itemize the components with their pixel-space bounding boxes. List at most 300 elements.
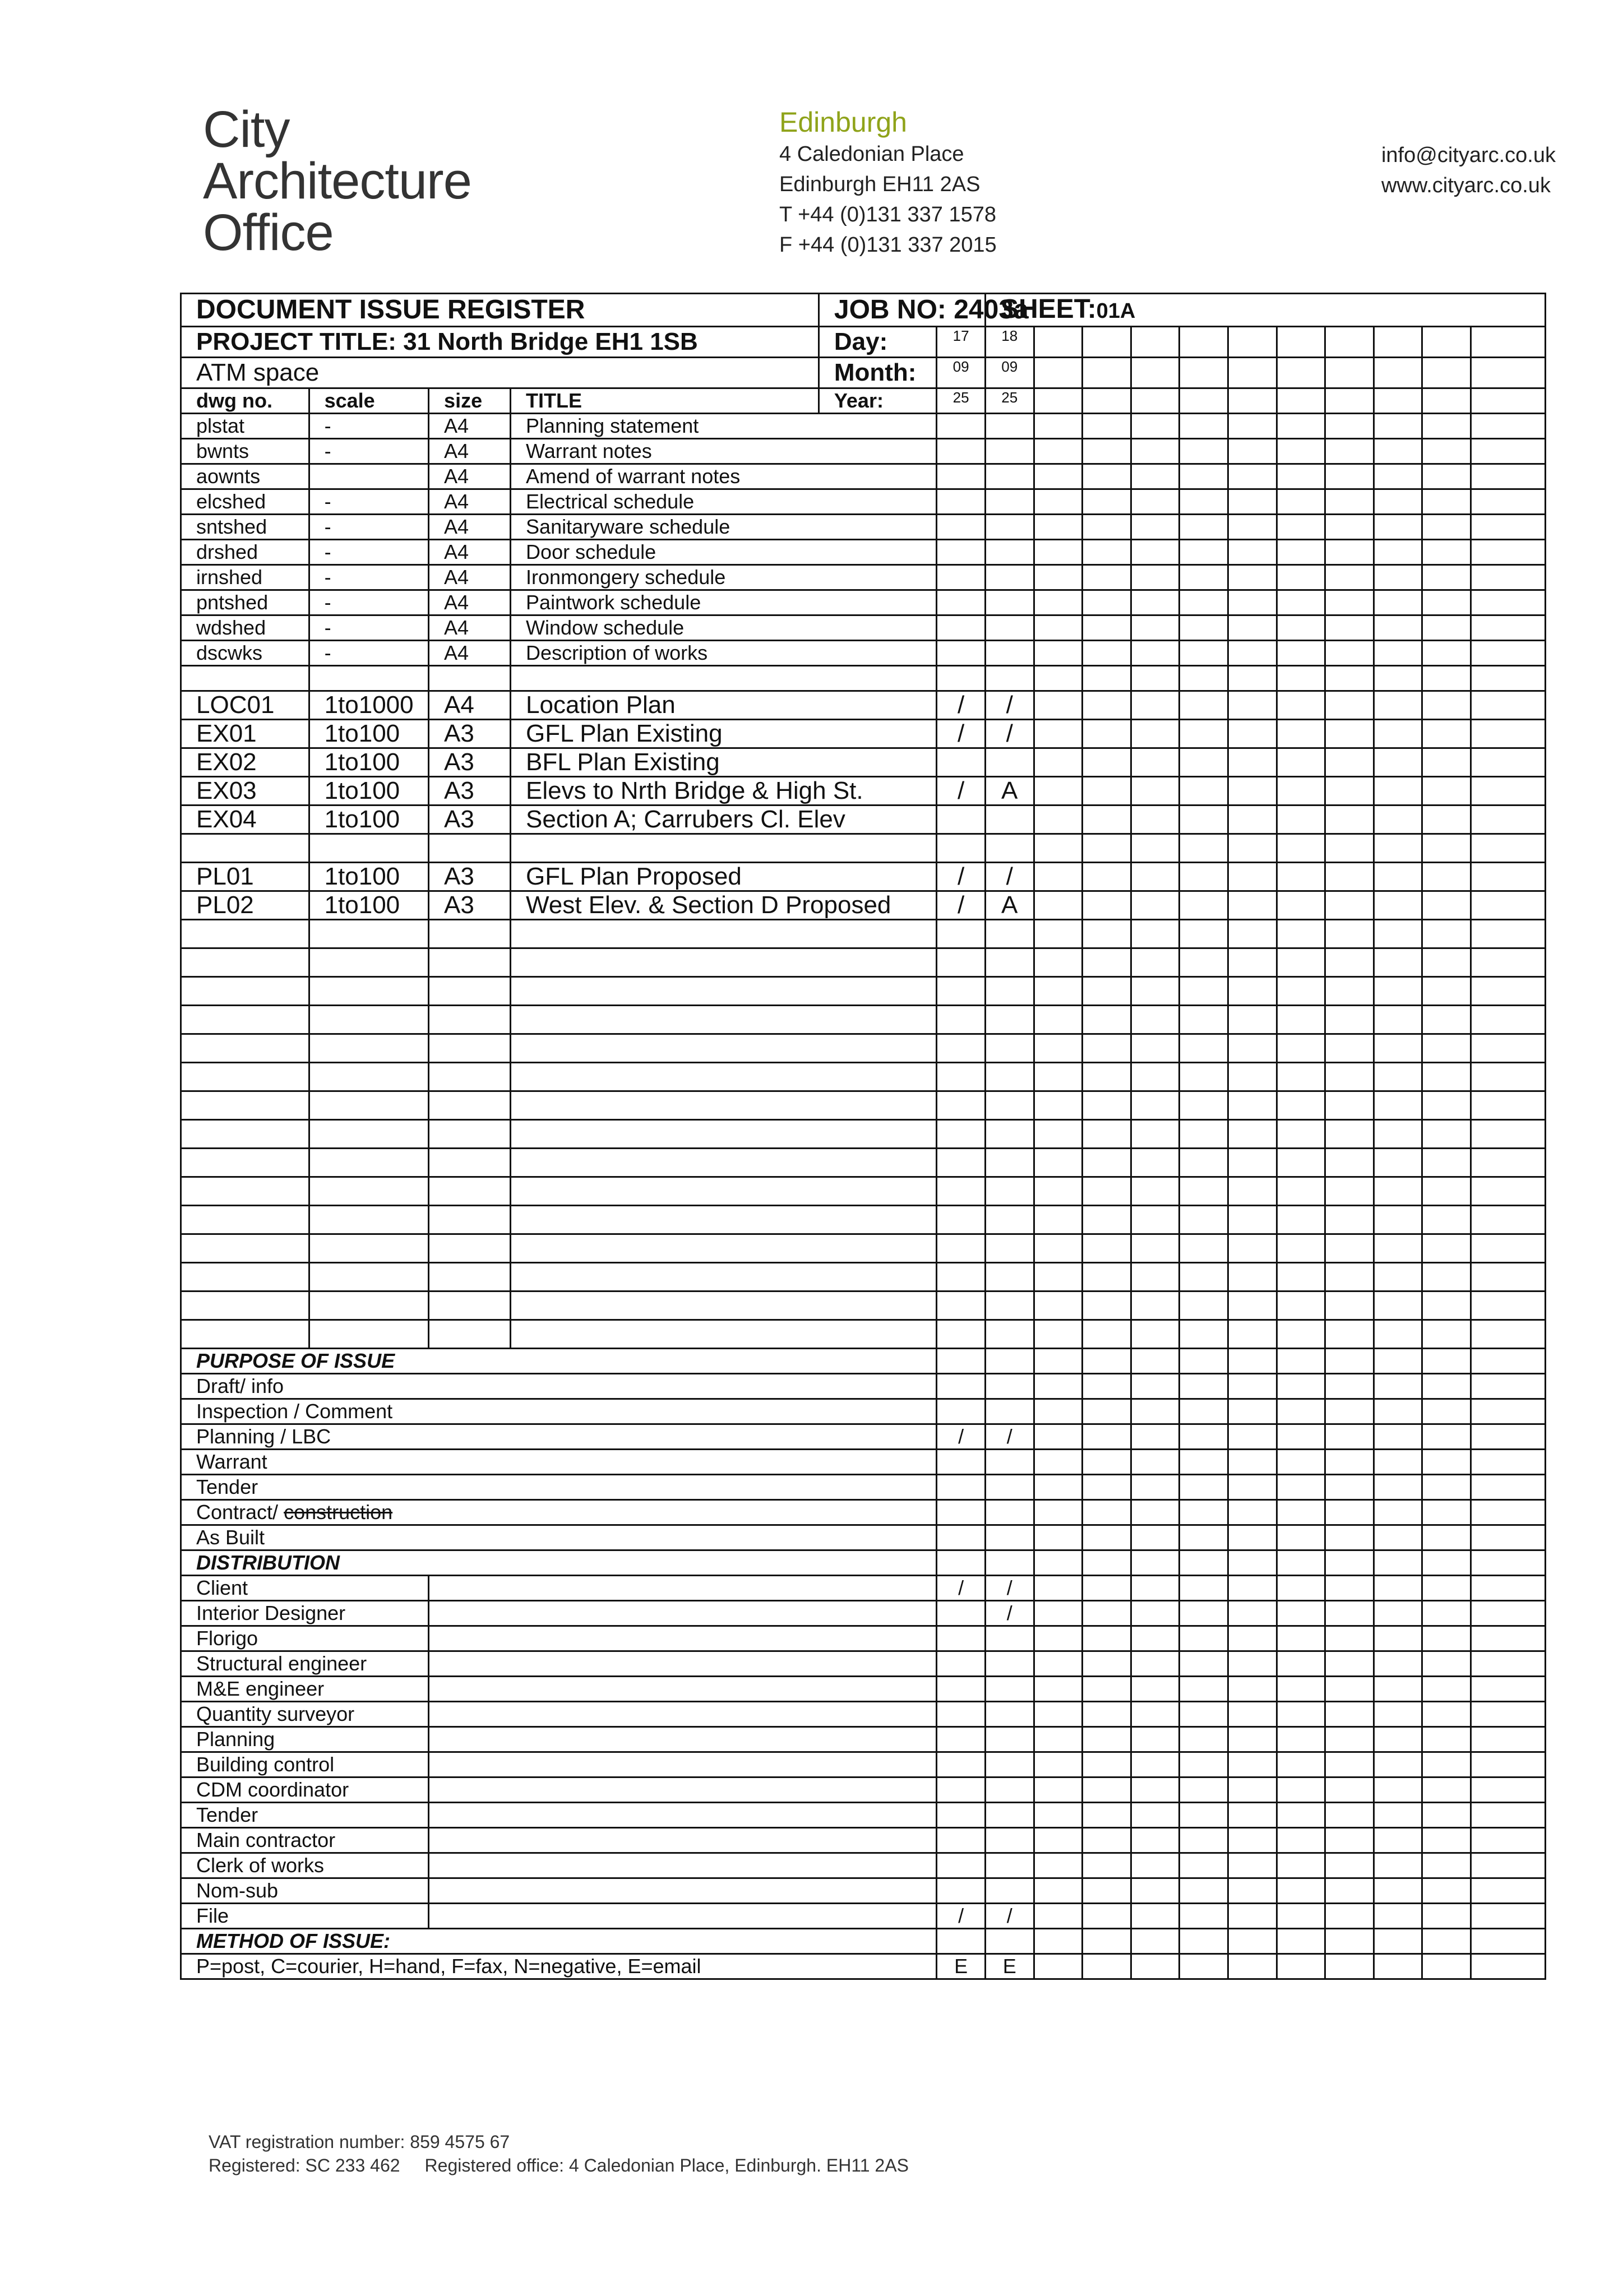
issue-cell xyxy=(1374,891,1422,920)
issue-cell xyxy=(1034,1475,1083,1500)
drawing-scale xyxy=(309,1034,428,1063)
issue-cell xyxy=(1325,1828,1374,1853)
issue-cell xyxy=(1083,666,1131,691)
issue-cell xyxy=(1034,1929,1083,1954)
issue-cell: / xyxy=(937,777,986,806)
issue-cell xyxy=(1422,1803,1471,1828)
issue-cell xyxy=(1083,1803,1131,1828)
issue-cell xyxy=(1131,1234,1180,1263)
issue-cell xyxy=(1374,1120,1422,1149)
issue-cell xyxy=(937,1006,986,1034)
issue-cell xyxy=(1277,590,1325,615)
recipient-detail xyxy=(429,1727,937,1752)
issue-cell xyxy=(1422,1091,1471,1120)
issue-cell xyxy=(1374,920,1422,948)
issue-cell xyxy=(1228,1424,1277,1450)
issue-cell xyxy=(1277,464,1325,489)
issue-cell: / xyxy=(937,1424,986,1450)
issue-cell xyxy=(1471,1034,1545,1063)
issue-cell xyxy=(1034,540,1083,565)
issue-cell xyxy=(985,1149,1034,1177)
issue-cell xyxy=(1374,691,1422,720)
issue-cell xyxy=(1325,891,1374,920)
issue-cell: / xyxy=(937,891,986,920)
issue-cell xyxy=(1180,1727,1228,1752)
purpose-struck-text: construction xyxy=(284,1501,393,1524)
recipient-label: Client xyxy=(181,1576,429,1601)
issue-cell xyxy=(1277,666,1325,691)
issue-cell xyxy=(1083,1878,1131,1904)
issue-cell xyxy=(1083,1149,1131,1177)
issue-cell xyxy=(1471,1475,1545,1500)
issue-cell xyxy=(985,1929,1034,1954)
drawing-scale xyxy=(309,920,428,948)
table-row xyxy=(181,1263,1546,1292)
issue-cell xyxy=(1471,414,1545,439)
drawing-size: A4 xyxy=(429,615,511,641)
issue-cell xyxy=(1374,1550,1422,1576)
drawing-size xyxy=(429,977,511,1006)
drawing-title xyxy=(511,1091,937,1120)
company-logo xyxy=(203,101,471,261)
drawing-number: bwnts xyxy=(181,439,309,464)
issue-cell xyxy=(1374,1006,1422,1034)
issue-cell xyxy=(937,1525,986,1550)
issue-cell xyxy=(1471,1091,1545,1120)
issue-cell xyxy=(1131,1626,1180,1651)
footer xyxy=(209,2130,909,2177)
issue-cell xyxy=(1422,977,1471,1006)
purpose-text: Warrant xyxy=(196,1450,267,1473)
issue-cell xyxy=(1471,920,1545,948)
issue-cell xyxy=(1325,691,1374,720)
issue-cell xyxy=(1228,1651,1277,1677)
issue-cell xyxy=(1180,1777,1228,1803)
issue-cell xyxy=(1325,1149,1374,1177)
issue-cell xyxy=(985,464,1034,489)
column-header-size: size xyxy=(429,388,511,414)
issue-cell xyxy=(985,1702,1034,1727)
issue-cell xyxy=(1083,1929,1131,1954)
issue-cell: A xyxy=(985,891,1034,920)
issue-cell xyxy=(1374,540,1422,565)
issue-cell: / xyxy=(937,720,986,748)
issue-cell xyxy=(1228,720,1277,748)
issue-cell xyxy=(1131,327,1180,358)
issue-cell xyxy=(1131,1550,1180,1576)
issue-cell xyxy=(1131,777,1180,806)
drawing-scale: 1to100 xyxy=(309,863,428,891)
issue-cell xyxy=(1180,748,1228,777)
issue-cell xyxy=(1422,1954,1471,1979)
issue-cell xyxy=(1471,540,1545,565)
issue-cell xyxy=(1422,1063,1471,1091)
issue-cell xyxy=(1180,1399,1228,1424)
issue-cell xyxy=(1325,1904,1374,1929)
drawing-scale xyxy=(309,1234,428,1263)
issue-cell: / xyxy=(985,1576,1034,1601)
issue-cell xyxy=(1228,1828,1277,1853)
issue-cell xyxy=(1180,1149,1228,1177)
issue-cell: / xyxy=(937,863,986,891)
issue-cell xyxy=(1180,1374,1228,1399)
issue-cell xyxy=(1228,1677,1277,1702)
issue-cell xyxy=(1374,1149,1422,1177)
issue-cell xyxy=(1083,1550,1131,1576)
purpose-row xyxy=(181,1424,1546,1450)
issue-cell xyxy=(1034,327,1083,358)
drawing-number: pntshed xyxy=(181,590,309,615)
issue-cell xyxy=(1422,1752,1471,1777)
issue-cell xyxy=(1083,358,1131,388)
issue-cell xyxy=(1325,641,1374,666)
issue-cell xyxy=(1131,1149,1180,1177)
issue-cell xyxy=(1083,1234,1131,1263)
issue-cell xyxy=(985,834,1034,863)
issue-cell xyxy=(1228,1777,1277,1803)
email-link[interactable]: info@cityarc.co.uk xyxy=(1381,144,1556,167)
issue-cell xyxy=(1277,1576,1325,1601)
drawing-size: A3 xyxy=(429,806,511,834)
issue-cell xyxy=(1374,464,1422,489)
issue-cell xyxy=(1277,1320,1325,1349)
issue-cell xyxy=(1131,1320,1180,1349)
issue-cell xyxy=(1325,666,1374,691)
table-row xyxy=(181,565,1546,590)
issue-cell: 17 xyxy=(937,327,986,358)
table-row xyxy=(181,1063,1546,1091)
issue-cell xyxy=(1228,1292,1277,1320)
issue-cell xyxy=(1180,1263,1228,1292)
issue-cell xyxy=(1374,1034,1422,1063)
issue-cell xyxy=(1180,1320,1228,1349)
issue-cell xyxy=(1131,1904,1180,1929)
phone-line: T +44 (0)131 337 1578 xyxy=(779,203,996,226)
drawing-title: Warrant notes xyxy=(511,439,937,464)
issue-cell xyxy=(937,1677,986,1702)
vat-number: VAT registration number: 859 4575 67 xyxy=(209,2132,510,2152)
table-row xyxy=(181,948,1546,977)
issue-cell xyxy=(1277,720,1325,748)
drawing-number xyxy=(181,1206,309,1234)
issue-cell xyxy=(1034,1677,1083,1702)
issue-cell xyxy=(1277,1374,1325,1399)
drawing-title: Window schedule xyxy=(511,615,937,641)
issue-cell xyxy=(1131,1206,1180,1234)
issue-cell xyxy=(1374,1777,1422,1803)
issue-cell xyxy=(1180,1601,1228,1626)
issue-cell xyxy=(1083,439,1131,464)
issue-cell xyxy=(1228,1929,1277,1954)
drawing-number: PL01 xyxy=(181,863,309,891)
issue-cell xyxy=(1131,439,1180,464)
issue-cell xyxy=(1083,1525,1131,1550)
issue-cell xyxy=(1180,641,1228,666)
drawing-scale xyxy=(309,834,428,863)
issue-cell xyxy=(1471,1702,1545,1727)
issue-cell xyxy=(1471,1601,1545,1626)
issue-cell xyxy=(1131,464,1180,489)
issue-cell xyxy=(985,1475,1034,1500)
issue-cell xyxy=(985,1374,1034,1399)
issue-cell xyxy=(1131,891,1180,920)
issue-cell xyxy=(1325,1576,1374,1601)
drawing-scale: - xyxy=(309,565,428,590)
issue-cell: 09 xyxy=(937,358,986,388)
issue-cell xyxy=(1374,806,1422,834)
issue-cell xyxy=(1034,1777,1083,1803)
issue-cell xyxy=(1034,515,1083,540)
issue-cell xyxy=(1180,1853,1228,1878)
issue-cell xyxy=(1374,1677,1422,1702)
issue-cell xyxy=(1083,1777,1131,1803)
issue-cell xyxy=(1034,1904,1083,1929)
issue-cell xyxy=(1083,1034,1131,1063)
issue-cell xyxy=(1228,1576,1277,1601)
issue-cell xyxy=(1422,615,1471,641)
issue-cell xyxy=(1277,748,1325,777)
issue-cell xyxy=(937,1292,986,1320)
issue-cell xyxy=(1325,777,1374,806)
issue-cell xyxy=(1422,1702,1471,1727)
issue-cell xyxy=(985,439,1034,464)
issue-cell xyxy=(1131,1063,1180,1091)
issue-cell xyxy=(1277,1424,1325,1450)
issue-cell xyxy=(1422,641,1471,666)
issue-cell xyxy=(1471,1320,1545,1349)
issue-cell xyxy=(1180,1677,1228,1702)
issue-cell xyxy=(985,920,1034,948)
issue-cell xyxy=(1034,1853,1083,1878)
table-row xyxy=(181,1292,1546,1320)
issue-cell xyxy=(1422,1450,1471,1475)
issue-cell xyxy=(1034,720,1083,748)
issue-cell xyxy=(1374,1263,1422,1292)
drawing-title: GFL Plan Proposed xyxy=(511,863,937,891)
issue-cell xyxy=(1325,1929,1374,1954)
drawing-number xyxy=(181,666,309,691)
purpose-row xyxy=(181,1500,1546,1525)
drawing-scale xyxy=(309,464,428,489)
issue-cell xyxy=(1422,565,1471,590)
issue-cell xyxy=(1471,1349,1545,1374)
issue-cell xyxy=(1228,1063,1277,1091)
issue-cell xyxy=(985,1651,1034,1677)
issue-cell xyxy=(985,1006,1034,1034)
issue-cell xyxy=(1180,358,1228,388)
issue-cell xyxy=(1034,1374,1083,1399)
drawing-number xyxy=(181,948,309,977)
drawing-size: A4 xyxy=(429,565,511,590)
issue-cell xyxy=(985,1450,1034,1475)
table-row xyxy=(181,489,1546,515)
issue-cell xyxy=(1471,1424,1545,1450)
table-row xyxy=(181,1091,1546,1120)
issue-cell xyxy=(1180,920,1228,948)
issue-cell xyxy=(1180,891,1228,920)
drawing-size xyxy=(429,1149,511,1177)
issue-cell xyxy=(1228,1525,1277,1550)
drawing-size: A3 xyxy=(429,748,511,777)
issue-cell xyxy=(1083,1091,1131,1120)
issue-cell xyxy=(1277,1904,1325,1929)
issue-cell xyxy=(1471,1828,1545,1853)
issue-cell xyxy=(937,1450,986,1475)
issue-cell xyxy=(1131,515,1180,540)
issue-cell xyxy=(1471,1234,1545,1263)
purpose-label xyxy=(181,1525,937,1550)
issue-cell xyxy=(1374,834,1422,863)
issue-cell xyxy=(1277,1120,1325,1149)
issue-cell xyxy=(1034,439,1083,464)
method-heading: METHOD OF ISSUE: xyxy=(181,1929,937,1954)
drawing-number xyxy=(181,834,309,863)
issue-cell xyxy=(985,1091,1034,1120)
issue-cell xyxy=(1471,1374,1545,1399)
issue-cell xyxy=(1374,720,1422,748)
issue-cell xyxy=(1422,1727,1471,1752)
drawing-number: sntshed xyxy=(181,515,309,540)
recipient-detail xyxy=(429,1828,937,1853)
issue-cell xyxy=(1374,358,1422,388)
issue-cell xyxy=(1131,1292,1180,1320)
issue-cell xyxy=(1131,1424,1180,1450)
purpose-label xyxy=(181,1475,937,1500)
issue-cell xyxy=(1471,641,1545,666)
drawing-size xyxy=(429,1320,511,1349)
issue-cell xyxy=(937,1550,986,1576)
issue-cell xyxy=(1325,1626,1374,1651)
issue-cell xyxy=(1083,1752,1131,1777)
table-row xyxy=(181,439,1546,464)
issue-cell xyxy=(1374,1752,1422,1777)
issue-cell xyxy=(1325,1349,1374,1374)
issue-cell xyxy=(1471,1550,1545,1576)
drawing-scale: - xyxy=(309,489,428,515)
issue-cell xyxy=(1325,720,1374,748)
issue-cell xyxy=(985,565,1034,590)
address-line: Edinburgh EH11 2AS xyxy=(779,173,981,196)
table-row xyxy=(181,590,1546,615)
issue-cell xyxy=(1277,1500,1325,1525)
issue-cell xyxy=(985,1320,1034,1349)
issue-cell xyxy=(1374,1954,1422,1979)
website-link[interactable]: www.cityarc.co.uk xyxy=(1381,174,1551,197)
issue-cell xyxy=(1422,1149,1471,1177)
issue-cell xyxy=(1422,1399,1471,1424)
issue-cell xyxy=(1180,1525,1228,1550)
issue-cell xyxy=(937,1853,986,1878)
issue-cell xyxy=(1325,565,1374,590)
issue-cell xyxy=(985,1550,1034,1576)
issue-cell xyxy=(1325,1500,1374,1525)
issue-cell xyxy=(1131,641,1180,666)
issue-cell xyxy=(1180,1063,1228,1091)
drawing-title xyxy=(511,1292,937,1320)
issue-cell xyxy=(1131,615,1180,641)
drawing-size: A3 xyxy=(429,863,511,891)
issue-cell xyxy=(1374,1424,1422,1450)
issue-cell xyxy=(985,1727,1034,1752)
drawing-number xyxy=(181,1320,309,1349)
issue-cell xyxy=(1422,439,1471,464)
issue-cell xyxy=(1277,414,1325,439)
drawing-size xyxy=(429,1263,511,1292)
issue-cell xyxy=(1083,948,1131,977)
issue-cell xyxy=(985,1177,1034,1206)
issue-cell xyxy=(1228,1206,1277,1234)
issue-cell xyxy=(1083,891,1131,920)
issue-cell xyxy=(1228,1091,1277,1120)
recipient-detail xyxy=(429,1626,937,1651)
issue-cell xyxy=(985,1120,1034,1149)
issue-cell xyxy=(1374,615,1422,641)
issue-cell xyxy=(1325,1120,1374,1149)
issue-cell xyxy=(1131,1450,1180,1475)
issue-cell xyxy=(1034,666,1083,691)
issue-cell xyxy=(1471,748,1545,777)
issue-cell xyxy=(1471,388,1545,414)
recipient-detail xyxy=(429,1853,937,1878)
issue-cell xyxy=(985,615,1034,641)
issue-cell xyxy=(1471,1063,1545,1091)
table-row xyxy=(181,691,1546,720)
issue-cell xyxy=(1374,1399,1422,1424)
table-row xyxy=(181,777,1546,806)
issue-cell xyxy=(1325,1651,1374,1677)
issue-cell xyxy=(1277,1399,1325,1424)
issue-cell xyxy=(937,515,986,540)
issue-cell xyxy=(1422,720,1471,748)
purpose-text: Draft/ info xyxy=(196,1374,284,1397)
issue-cell xyxy=(1374,1525,1422,1550)
issue-cell xyxy=(1180,720,1228,748)
issue-cell xyxy=(1083,489,1131,515)
distribution-row xyxy=(181,1828,1546,1853)
issue-cell xyxy=(1228,891,1277,920)
issue-cell xyxy=(1034,1349,1083,1374)
issue-cell xyxy=(1374,1500,1422,1525)
issue-cell xyxy=(1131,948,1180,977)
recipient-label: Building control xyxy=(181,1752,429,1777)
table-row xyxy=(181,1006,1546,1034)
issue-cell xyxy=(937,1727,986,1752)
issue-cell xyxy=(1422,806,1471,834)
purpose-text: Tender xyxy=(196,1475,258,1498)
issue-cell xyxy=(1277,1091,1325,1120)
table-row xyxy=(181,414,1546,439)
issue-cell xyxy=(1325,1677,1374,1702)
issue-cell xyxy=(985,1399,1034,1424)
issue-cell xyxy=(1422,1500,1471,1525)
issue-cell xyxy=(1471,489,1545,515)
issue-cell xyxy=(1422,1263,1471,1292)
issue-cell xyxy=(1422,388,1471,414)
drawing-title: Description of works xyxy=(511,641,937,666)
issue-cell xyxy=(937,1929,986,1954)
logo-line: City xyxy=(203,101,290,158)
table-row xyxy=(181,806,1546,834)
issue-cell xyxy=(1471,1450,1545,1475)
issue-cell xyxy=(1034,977,1083,1006)
issue-cell xyxy=(1277,1177,1325,1206)
distribution-row xyxy=(181,1777,1546,1803)
drawing-size: A4 xyxy=(429,691,511,720)
issue-cell xyxy=(1471,439,1545,464)
issue-cell xyxy=(1228,565,1277,590)
drawing-scale xyxy=(309,1263,428,1292)
drawing-title: Amend of warrant notes xyxy=(511,464,937,489)
